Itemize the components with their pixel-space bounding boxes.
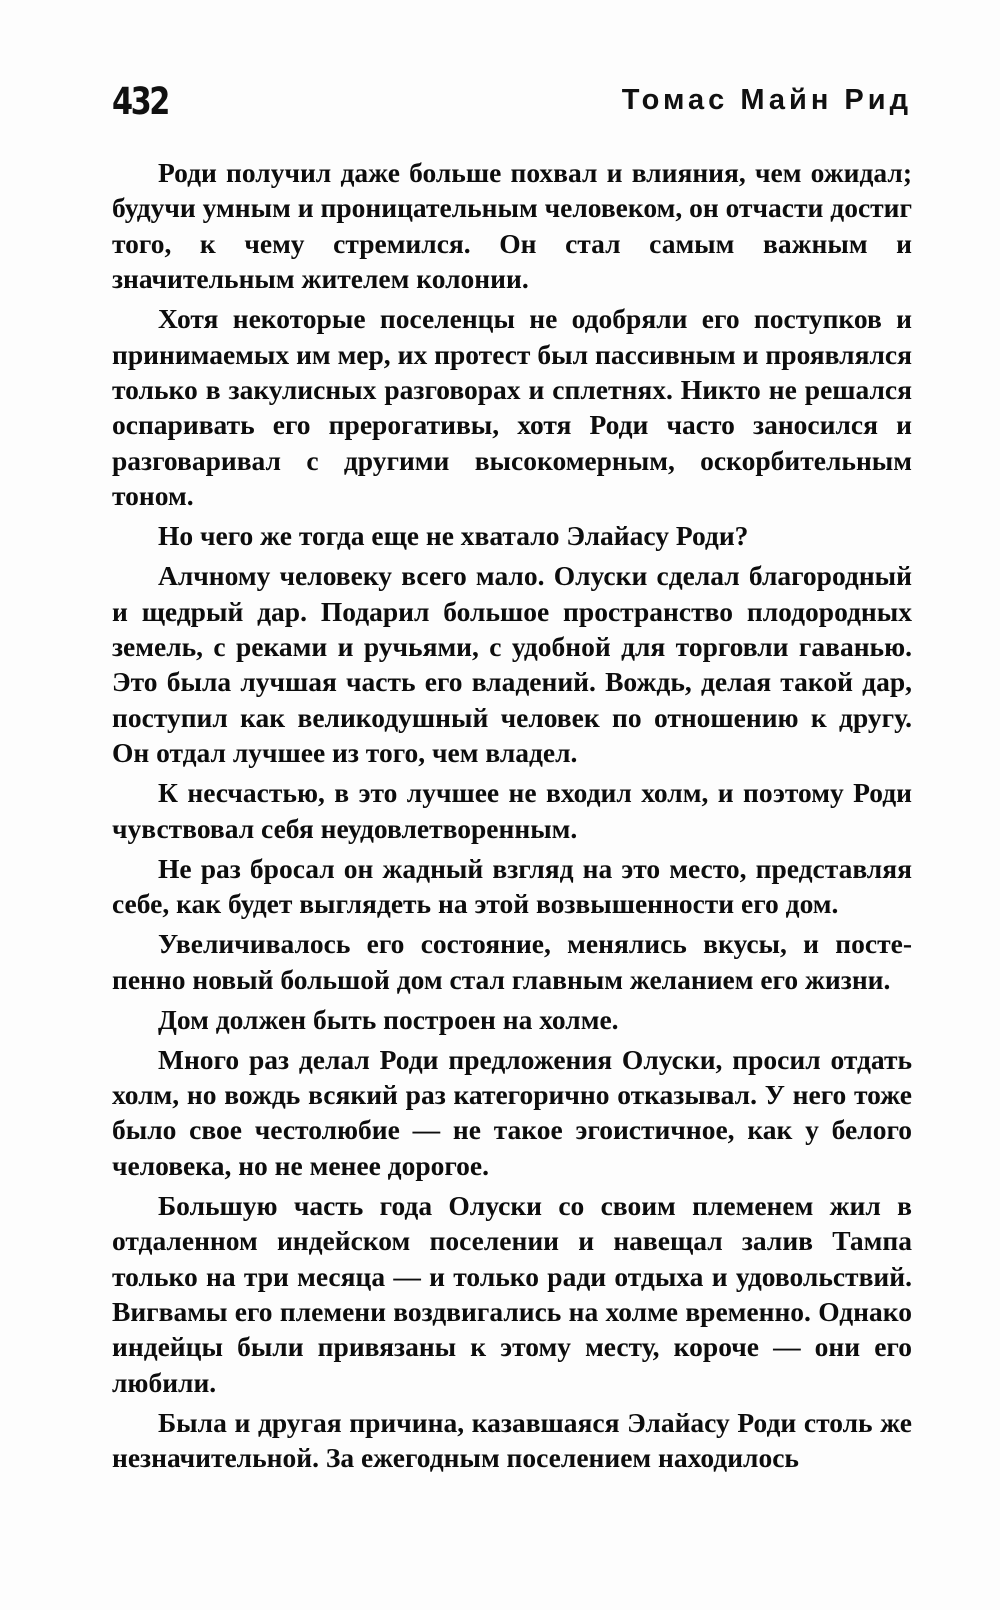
paragraph: Хотя некоторые поселенцы не одобряли его поступков и принимаемых им мер, их протест был пассивным и проявлялся только в закулисных разговорах и сплетнях. Никто не решался оспаривать его прерогативы, хотя Роди часто заносился и разговаривал с другими высокомерным, оскорбительным тоном.	[112, 303, 912, 512]
running-head-author: Томас Майн Рид	[621, 84, 912, 116]
paragraph: Была и другая причина, казавшаяся Элайасу Роди столь же незначительной. За ежегодным поселением находилось	[112, 1406, 912, 1474]
page-header	[112, 80, 912, 130]
paragraph: Увеличивалось его состояние, менялись вкусы, и постепенно новый большой дом стал главным желанием его жизни.	[112, 928, 912, 995]
page-number: 432	[112, 80, 168, 123]
paragraph: Много раз делал Роди предложения Олуски, просил отдать холм, но вождь всякий раз категорично отказывал. У него тоже было свое честолюбие — не такое эгоистичное, как у белого человека, но не менее дорогое.	[112, 1043, 912, 1181]
paragraph: Роди получил даже больше похвал и влияния, чем ожидал; будучи умным и проницательным человеком, он отчасти достиг того, к чему стремился. Он стал самым важным и значительным жителем колонии.	[112, 157, 912, 295]
paragraph: Большую часть года Олуски со своим племенем жил в отдаленном индейском поселении и навещал залив Тампа только на три месяца — и только ради отдыха и удовольствий. Вигвамы его племени воздвигались на холме временно. Однако индейцы были привязаны к этому месту, короче — они его любили.	[112, 1189, 912, 1398]
paragraph: Алчному человеку всего мало. Олуски сделал благородный и щедрый дар. Подарил большое пространство плодородных земель, с реками и ручьями, с удобной для торговли гаванью. Это была лучшая часть его владений. Вождь, делая такой дар, поступил как великодушный человек по отношению к другу. Он отдал лучшее из того, чем владел.	[112, 560, 912, 769]
paragraph: Не раз бросал он жадный взгляд на это место, представляя себе, как будет выглядеть на этой возвышенности его дом.	[112, 852, 912, 920]
paragraph: К несчастью, в это лучшее не входил холм, и поэтому Роди чувствовал себя неудовлетворенным.	[112, 777, 912, 844]
paragraph: Дом должен быть построен на холме.	[158, 1003, 619, 1035]
body-text	[112, 155, 912, 1480]
paragraph: Но чего же тогда еще не хватало Элайасу Роди?	[158, 520, 749, 552]
